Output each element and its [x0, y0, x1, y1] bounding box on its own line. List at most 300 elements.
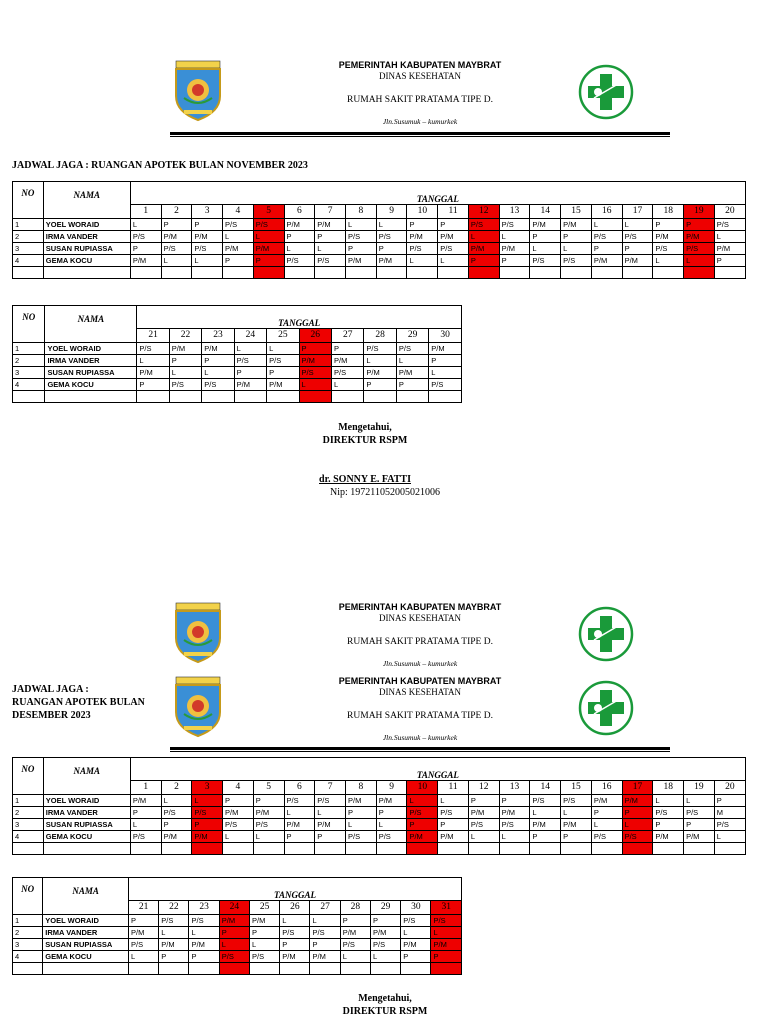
shift-cell: P/S — [561, 255, 592, 267]
day-header: 26 — [280, 900, 310, 914]
shift-cell: P/M — [561, 819, 592, 831]
day-header: 18 — [653, 204, 684, 218]
table-row — [13, 915, 462, 927]
shift-cell: P — [591, 807, 622, 819]
shift-cell: L — [161, 795, 192, 807]
page-title-december-line2: RUANGAN APOTEK BULAN — [12, 697, 145, 708]
shift-cell: L — [376, 819, 407, 831]
shift-cell: L — [310, 915, 340, 927]
shift-cell: P — [253, 795, 284, 807]
shift-cell: P/S — [345, 831, 376, 843]
shift-cell: P/S — [396, 343, 428, 355]
shift-cell: L — [284, 243, 315, 255]
header-address: Jln.Susumuk – kumurkek — [382, 117, 458, 126]
shift-cell: P — [130, 243, 161, 255]
day-header: 10 — [407, 204, 438, 218]
header-address: Jln.Susumuk – kumurkek — [382, 659, 458, 668]
header-government: PEMERINTAH KABUPATEN MAYBRAT — [338, 602, 502, 612]
shift-cell: P — [331, 343, 363, 355]
staff-name: YOEL WORAID — [45, 343, 137, 355]
day-header: 21 — [128, 900, 158, 914]
shift-cell: L — [315, 807, 346, 819]
shift-cell: P/M — [192, 231, 223, 243]
column-header-name: NAMA — [45, 306, 137, 343]
day-header: 15 — [561, 204, 592, 218]
shift-cell: P — [192, 819, 223, 831]
staff-name: YOEL WORAID — [43, 915, 129, 927]
shift-cell: L — [299, 379, 331, 391]
staff-name: SUSAN RUPIASSA — [43, 819, 130, 831]
header-divider-thin — [170, 136, 670, 137]
column-header-tanggal: TANGGAL — [137, 306, 462, 329]
day-header: 26 — [299, 328, 331, 342]
header-divider — [170, 747, 670, 750]
shift-cell: P/M — [407, 231, 438, 243]
row-number: 3 — [13, 939, 43, 951]
shift-cell: P/S — [622, 831, 653, 843]
shift-cell: P — [284, 231, 315, 243]
shift-cell: L — [234, 343, 266, 355]
shift-cell: P/M — [253, 807, 284, 819]
day-header: 28 — [340, 900, 370, 914]
shift-cell: L — [189, 927, 219, 939]
row-number: 1 — [13, 915, 43, 927]
day-header: 21 — [137, 328, 169, 342]
day-header: 11 — [438, 204, 469, 218]
row-number: 3 — [13, 819, 44, 831]
shift-cell: P/M — [202, 343, 234, 355]
shift-cell: L — [169, 367, 201, 379]
shift-cell: L — [284, 807, 315, 819]
row-number: 2 — [13, 355, 45, 367]
shift-cell: L — [468, 831, 499, 843]
day-header: 29 — [396, 328, 428, 342]
day-header: 17 — [622, 204, 653, 218]
table-row — [13, 939, 462, 951]
day-header: 22 — [159, 900, 189, 914]
shift-cell: P — [128, 915, 158, 927]
row-number: 3 — [13, 243, 44, 255]
shift-cell: P/S — [189, 915, 219, 927]
shift-cell: P/M — [161, 231, 192, 243]
shift-cell: P/M — [431, 939, 462, 951]
shift-cell: P/M — [396, 367, 428, 379]
shift-cell: P/M — [429, 343, 462, 355]
shift-cell: P/S — [561, 795, 592, 807]
shift-cell: P/S — [370, 939, 400, 951]
shift-cell: P/M — [653, 831, 684, 843]
shift-cell: L — [499, 231, 530, 243]
day-header: 17 — [622, 780, 653, 794]
row-number: 1 — [13, 795, 44, 807]
shift-cell: P — [364, 379, 396, 391]
shift-cell: P/S — [161, 243, 192, 255]
shift-cell: P — [468, 255, 499, 267]
row-number: 2 — [13, 231, 44, 243]
shift-cell: L — [331, 379, 363, 391]
shift-cell: L — [223, 831, 254, 843]
shift-cell: P — [310, 939, 340, 951]
column-header-no: NO — [13, 182, 44, 219]
shift-cell: P/M — [299, 355, 331, 367]
shift-cell: P/S — [622, 231, 653, 243]
shift-cell: P/M — [315, 219, 346, 231]
day-header: 23 — [202, 328, 234, 342]
shift-cell: L — [561, 807, 592, 819]
shift-cell: L — [684, 255, 715, 267]
staff-name: IRMA VANDER — [43, 807, 130, 819]
signature-role: DIREKTUR RSPM — [342, 1006, 428, 1017]
shift-cell: P/S — [315, 795, 346, 807]
staff-name: IRMA VANDER — [43, 927, 129, 939]
column-header-name: NAMA — [43, 878, 129, 915]
day-header: 1 — [130, 204, 161, 218]
row-number: 4 — [13, 951, 43, 963]
shift-cell: P/M — [192, 831, 223, 843]
shift-cell: P/S — [161, 807, 192, 819]
staff-name: IRMA VANDER — [45, 355, 137, 367]
shift-cell: L — [130, 219, 161, 231]
staff-name: GEMA KOCU — [45, 379, 137, 391]
shift-cell: P/M — [370, 927, 400, 939]
shift-cell: P/S — [223, 219, 254, 231]
shift-cell: P — [267, 367, 299, 379]
shift-cell: L — [684, 795, 715, 807]
table-row — [13, 379, 462, 391]
day-header: 6 — [284, 204, 315, 218]
day-header: 6 — [284, 780, 315, 794]
shift-cell: P — [622, 243, 653, 255]
day-header: 9 — [376, 780, 407, 794]
shift-cell: L — [130, 819, 161, 831]
shift-cell: P/M — [684, 231, 715, 243]
shift-cell: P/M — [159, 939, 189, 951]
shift-cell: P/M — [401, 939, 431, 951]
shift-cell: P — [161, 219, 192, 231]
shift-cell: P/M — [315, 819, 346, 831]
shift-cell: P — [370, 915, 400, 927]
shift-cell: P/M — [340, 927, 370, 939]
day-header: 3 — [192, 204, 223, 218]
day-header: 2 — [161, 780, 192, 794]
shift-cell: P/M — [591, 255, 622, 267]
shift-cell: P/S — [714, 819, 745, 831]
shift-cell: P/M — [468, 243, 499, 255]
shift-cell: P/M — [684, 831, 715, 843]
header-divider-thin — [170, 751, 670, 752]
shift-cell: P/M — [267, 379, 299, 391]
shift-cell: P/S — [130, 831, 161, 843]
table-row — [13, 819, 746, 831]
day-header: 5 — [253, 780, 284, 794]
day-header: 19 — [684, 204, 715, 218]
shift-cell: L — [202, 367, 234, 379]
shift-cell: P/S — [169, 379, 201, 391]
staff-name: IRMA VANDER — [43, 231, 130, 243]
shift-cell: P — [192, 219, 223, 231]
shift-cell: P/M — [499, 807, 530, 819]
shift-cell: P/M — [468, 807, 499, 819]
empty-row — [13, 391, 462, 403]
row-number: 2 — [13, 927, 43, 939]
shift-cell: P — [591, 243, 622, 255]
day-header: 25 — [249, 900, 279, 914]
table-row — [13, 343, 462, 355]
shift-cell: P/S — [591, 831, 622, 843]
day-header: 4 — [223, 780, 254, 794]
table-row — [13, 355, 462, 367]
shift-cell: P/M — [169, 343, 201, 355]
row-number: 3 — [13, 367, 45, 379]
shift-cell: P — [407, 819, 438, 831]
shift-cell: L — [192, 255, 223, 267]
shift-cell: P/M — [622, 255, 653, 267]
shift-cell: P/S — [267, 355, 299, 367]
table-row — [13, 243, 746, 255]
row-number: 4 — [13, 379, 45, 391]
shift-cell: P/S — [714, 219, 745, 231]
shift-cell: L — [253, 231, 284, 243]
shift-cell: P/S — [591, 231, 622, 243]
shift-cell: L — [370, 951, 400, 963]
staff-name: SUSAN RUPIASSA — [43, 243, 130, 255]
shift-cell: P/M — [161, 831, 192, 843]
shift-cell: P — [249, 927, 279, 939]
signature-nip: Nip: 197211052005021006 — [330, 487, 440, 498]
day-header: 8 — [345, 204, 376, 218]
signature-acknowledged: Mengetahui, — [358, 993, 412, 1004]
header-government: PEMERINTAH KABUPATEN MAYBRAT — [338, 60, 502, 70]
shift-cell: P — [340, 915, 370, 927]
shift-cell: L — [622, 819, 653, 831]
day-header: 14 — [530, 204, 561, 218]
column-header-no: NO — [13, 306, 45, 343]
signature-role: DIREKTUR RSPM — [322, 435, 408, 446]
shift-cell: P/S — [128, 939, 158, 951]
staff-name: GEMA KOCU — [43, 951, 129, 963]
shift-cell: P — [530, 231, 561, 243]
shift-cell: P/M — [438, 231, 469, 243]
shift-cell: P/M — [280, 951, 310, 963]
shift-cell: P/S — [159, 915, 189, 927]
signature-name: dr. SONNY E. FATTI — [319, 474, 411, 485]
shift-cell: L — [192, 795, 223, 807]
day-header: 16 — [591, 204, 622, 218]
shift-cell: P — [189, 951, 219, 963]
shift-cell: L — [653, 255, 684, 267]
day-header: 5 — [253, 204, 284, 218]
shift-cell: L — [530, 243, 561, 255]
shift-cell: P/M — [130, 795, 161, 807]
shift-cell: P — [234, 367, 266, 379]
shift-cell: P/M — [253, 243, 284, 255]
shift-cell: P/S — [284, 255, 315, 267]
day-header: 24 — [234, 328, 266, 342]
shift-cell: P/M — [130, 255, 161, 267]
shift-cell: P/M — [591, 795, 622, 807]
column-header-name: NAMA — [43, 758, 130, 795]
shift-cell: L — [653, 795, 684, 807]
shift-cell: P/S — [284, 795, 315, 807]
shift-cell: P/S — [684, 807, 715, 819]
shift-cell: P/S — [130, 231, 161, 243]
schedule-table-november-2 — [12, 305, 462, 403]
shift-cell: L — [249, 939, 279, 951]
header-hospital: RUMAH SAKIT PRATAMA TIPE D. — [347, 95, 493, 105]
shift-cell: L — [315, 243, 346, 255]
staff-name: SUSAN RUPIASSA — [43, 939, 129, 951]
shift-cell: P — [219, 927, 249, 939]
shift-cell: P — [345, 243, 376, 255]
signature-acknowledged: Mengetahui, — [338, 422, 392, 433]
empty-row — [13, 963, 462, 975]
column-header-no: NO — [13, 758, 44, 795]
shift-cell: P — [161, 819, 192, 831]
shift-cell: P/M — [219, 915, 249, 927]
shift-cell: P — [376, 243, 407, 255]
shift-cell: P — [401, 951, 431, 963]
shift-cell: P/M — [364, 367, 396, 379]
empty-row — [13, 267, 746, 279]
day-header: 12 — [468, 204, 499, 218]
shift-cell: P — [315, 831, 346, 843]
shift-cell: M — [714, 807, 745, 819]
shift-cell: P/S — [438, 243, 469, 255]
shift-cell: P/M — [223, 243, 254, 255]
day-header: 11 — [438, 780, 469, 794]
shift-cell: P/S — [280, 927, 310, 939]
shift-cell: P/S — [653, 807, 684, 819]
shift-cell: P/S — [376, 831, 407, 843]
shift-cell: P/M — [249, 915, 279, 927]
shift-cell: L — [429, 367, 462, 379]
shift-cell: P/M — [376, 255, 407, 267]
shift-cell: L — [345, 819, 376, 831]
shift-cell: L — [401, 927, 431, 939]
shift-cell: L — [159, 927, 189, 939]
shift-cell: P/S — [684, 243, 715, 255]
shift-cell: P/S — [249, 951, 279, 963]
shift-cell: L — [591, 819, 622, 831]
shift-cell: P/S — [234, 355, 266, 367]
day-header: 13 — [499, 780, 530, 794]
shift-cell: P/S — [299, 367, 331, 379]
staff-name: YOEL WORAID — [43, 219, 130, 231]
shift-cell: P/S — [364, 343, 396, 355]
day-header: 28 — [364, 328, 396, 342]
shift-cell: L — [364, 355, 396, 367]
row-number: 2 — [13, 807, 44, 819]
staff-name: GEMA KOCU — [43, 831, 130, 843]
shift-cell: P/M — [223, 807, 254, 819]
shift-cell: P/S — [223, 819, 254, 831]
day-header: 27 — [331, 328, 363, 342]
day-header: 25 — [267, 328, 299, 342]
shift-cell: P/S — [219, 951, 249, 963]
table-row — [13, 951, 462, 963]
day-header: 24 — [219, 900, 249, 914]
schedule-table-december-1 — [12, 757, 746, 855]
day-header: 7 — [315, 780, 346, 794]
header-government: PEMERINTAH KABUPATEN MAYBRAT — [338, 676, 502, 686]
shift-cell: P/S — [530, 255, 561, 267]
day-header: 16 — [591, 780, 622, 794]
shift-cell: P/M — [499, 243, 530, 255]
shift-cell: P — [299, 343, 331, 355]
shift-cell: L — [345, 219, 376, 231]
day-header: 1 — [130, 780, 161, 794]
day-header: 7 — [315, 204, 346, 218]
shift-cell: P/S — [431, 915, 462, 927]
shift-cell: P/M — [407, 831, 438, 843]
shift-cell: L — [223, 231, 254, 243]
shift-cell: P/M — [128, 927, 158, 939]
day-header: 8 — [345, 780, 376, 794]
shift-cell: P — [653, 219, 684, 231]
shift-cell: P/S — [407, 807, 438, 819]
header-divider — [170, 132, 670, 135]
row-number: 1 — [13, 219, 44, 231]
day-header: 27 — [310, 900, 340, 914]
shift-cell: P/S — [499, 819, 530, 831]
day-header: 9 — [376, 204, 407, 218]
shift-cell: P/M — [438, 831, 469, 843]
shift-cell: L — [267, 343, 299, 355]
shift-cell: P — [684, 819, 715, 831]
page-title-december-line1: JADWAL JAGA : — [12, 684, 89, 695]
shift-cell: L — [714, 231, 745, 243]
shift-cell: P/S — [192, 243, 223, 255]
shift-cell: P/S — [192, 807, 223, 819]
schedule-table-november-1 — [12, 181, 746, 279]
shift-cell: L — [530, 807, 561, 819]
shift-cell: P — [315, 231, 346, 243]
table-row — [13, 367, 462, 379]
table-row — [13, 255, 746, 267]
day-header: 4 — [223, 204, 254, 218]
shift-cell: P/S — [253, 219, 284, 231]
shift-cell: L — [376, 219, 407, 231]
shift-cell: P/S — [407, 243, 438, 255]
day-header: 14 — [530, 780, 561, 794]
shift-cell: P — [284, 831, 315, 843]
day-header: 13 — [499, 204, 530, 218]
shift-cell: L — [219, 939, 249, 951]
shift-cell: P — [622, 807, 653, 819]
shift-cell: P/S — [137, 343, 169, 355]
shift-cell: P/M — [530, 819, 561, 831]
shift-cell: P/S — [653, 243, 684, 255]
shift-cell: P/S — [468, 819, 499, 831]
staff-name: GEMA KOCU — [43, 255, 130, 267]
shift-cell: P — [396, 379, 428, 391]
shift-cell: P/S — [331, 367, 363, 379]
header-address: Jln.Susumuk – kumurkek — [382, 733, 458, 742]
shift-cell: P/S — [401, 915, 431, 927]
table-row — [13, 795, 746, 807]
shift-cell: P — [376, 807, 407, 819]
shift-cell: P/S — [499, 219, 530, 231]
column-header-no: NO — [13, 878, 43, 915]
column-header-tanggal: TANGGAL — [128, 878, 461, 901]
table-row — [13, 219, 746, 231]
day-header: 20 — [714, 780, 745, 794]
shift-cell: L — [438, 795, 469, 807]
shift-cell: L — [407, 795, 438, 807]
staff-name: SUSAN RUPIASSA — [45, 367, 137, 379]
shift-cell: L — [161, 255, 192, 267]
shift-cell: P — [438, 219, 469, 231]
